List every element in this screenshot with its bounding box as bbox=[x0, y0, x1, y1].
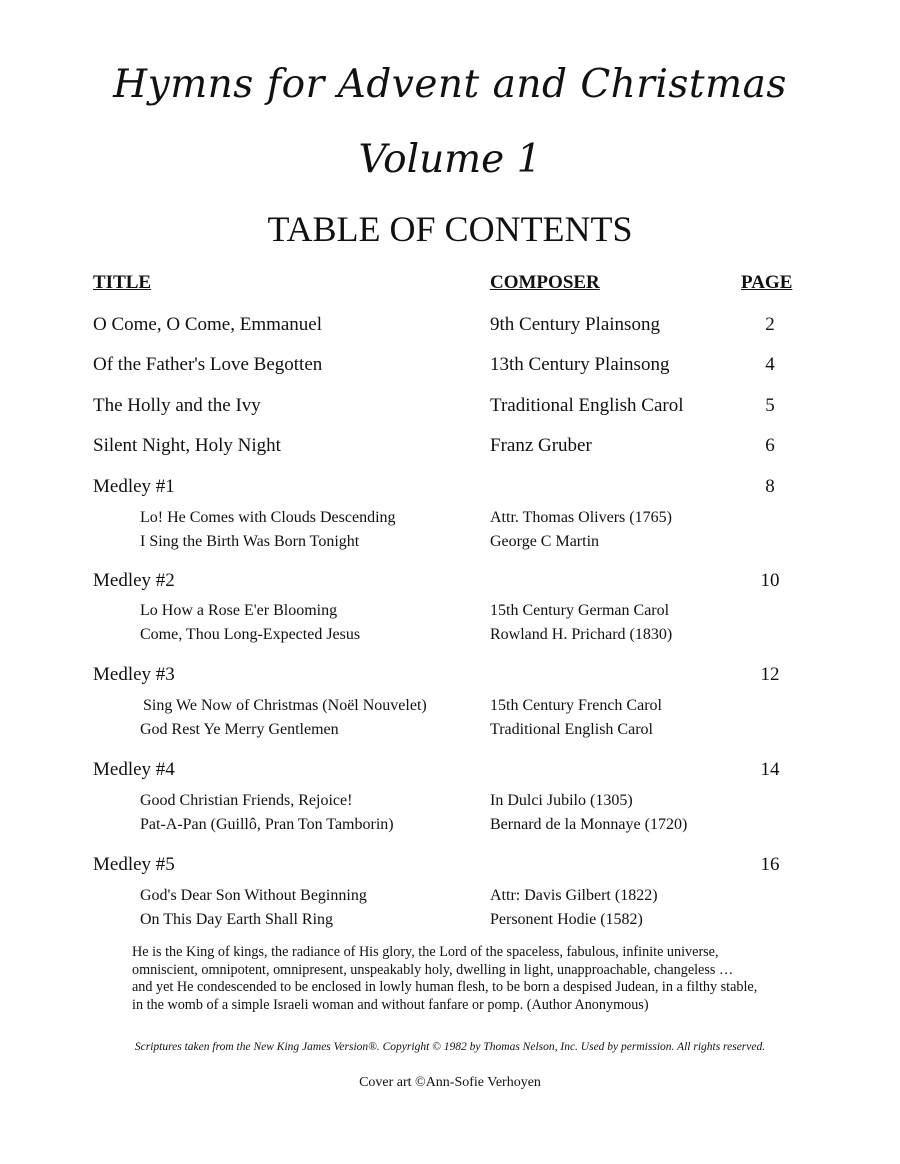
toc-heading: TABLE OF CONTENTS bbox=[267, 209, 633, 249]
entry-page: 6 bbox=[765, 435, 775, 456]
entry-composer: Traditional English Carol bbox=[490, 395, 684, 416]
medley-title: Medley #2 bbox=[93, 570, 175, 591]
entry-page: 5 bbox=[765, 395, 775, 416]
entry-title: The Holly and the Ivy bbox=[93, 395, 261, 416]
entry-title: Silent Night, Holy Night bbox=[93, 435, 281, 456]
quote-line: in the womb of a simple Israeli woman and without fanfare or pomp. (Author Anonymous) bbox=[132, 996, 649, 1013]
song-composer: Attr. Thomas Olivers (1765) bbox=[490, 509, 672, 526]
medley-title: Medley #3 bbox=[93, 664, 175, 685]
entry-composer: 9th Century Plainsong bbox=[490, 314, 660, 335]
song-title: Lo! He Comes with Clouds Descending bbox=[140, 509, 396, 526]
song-composer: Traditional English Carol bbox=[490, 721, 653, 738]
column-header-page: PAGE bbox=[741, 272, 793, 293]
book-title: Hymns for Advent and Christmas bbox=[113, 62, 787, 107]
medley-title: Medley #1 bbox=[93, 476, 175, 497]
song-title: Good Christian Friends, Rejoice! bbox=[140, 792, 353, 809]
quote-block bbox=[132, 944, 782, 1014]
song-title: I Sing the Birth Was Born Tonight bbox=[140, 533, 360, 550]
song-composer: Attr: Davis Gilbert (1822) bbox=[490, 887, 658, 904]
entry-title: Of the Father's Love Begotten bbox=[93, 354, 323, 375]
volume-title: Volume 1 bbox=[358, 137, 542, 182]
column-header-composer: COMPOSER bbox=[490, 272, 600, 293]
song-composer: 15th Century French Carol bbox=[490, 697, 662, 714]
entry-title: O Come, O Come, Emmanuel bbox=[93, 314, 323, 335]
medley-page: 12 bbox=[760, 664, 780, 685]
quote-line: He is the King of kings, the radiance of His glory, the Lord of the spaceless, fabulous, infinite universe, bbox=[132, 944, 719, 960]
song-title: Lo How a Rose E'er Blooming bbox=[140, 602, 338, 619]
medley-page: 8 bbox=[765, 476, 775, 497]
song-title: On This Day Earth Shall Ring bbox=[140, 911, 334, 928]
entry-composer: Franz Gruber bbox=[490, 435, 592, 456]
song-composer: Personent Hodie (1582) bbox=[490, 911, 643, 928]
song-composer: George C Martin bbox=[490, 533, 600, 550]
song-composer: 15th Century German Carol bbox=[490, 602, 670, 619]
medley-title: Medley #5 bbox=[93, 854, 175, 875]
quote-line: omniscient, omnipotent, omnipresent, unspeakably holy, dwelling in light, unapproachable, changeless … bbox=[132, 961, 734, 978]
quote-line: and yet He condescended to be enclosed in lowly human flesh, to be born a despised Judean, in a filthy stable, bbox=[132, 979, 758, 995]
entry-page: 2 bbox=[765, 314, 775, 335]
song-composer: Rowland H. Prichard (1830) bbox=[490, 626, 673, 643]
medley-page: 16 bbox=[760, 854, 780, 875]
medley-title: Medley #4 bbox=[93, 759, 175, 780]
song-title: God's Dear Son Without Beginning bbox=[140, 887, 367, 904]
medley-page: 14 bbox=[760, 759, 780, 780]
song-title: Come, Thou Long-Expected Jesus bbox=[140, 626, 361, 643]
song-title: Sing We Now of Christmas (Noël Nouvelet) bbox=[143, 697, 427, 714]
song-composer: In Dulci Jubilo (1305) bbox=[490, 792, 633, 809]
cover-art-credit: Cover art ©Ann-Sofie Verhoyen bbox=[359, 1075, 541, 1090]
medley-page: 10 bbox=[760, 570, 780, 591]
entry-page: 4 bbox=[765, 354, 775, 375]
column-header-title: TITLE bbox=[93, 272, 152, 293]
song-composer: Bernard de la Monnaye (1720) bbox=[490, 816, 688, 833]
song-title: Pat-A-Pan (Guillô, Pran Ton Tamborin) bbox=[140, 816, 394, 833]
entry-composer: 13th Century Plainsong bbox=[490, 354, 670, 375]
copyright-notice: Scriptures taken from the New King James Version®. Copyright © 1982 by Thomas Nelson, Inc. Used by permission. All rights reserved. bbox=[134, 1041, 766, 1053]
song-title: God Rest Ye Merry Gentlemen bbox=[140, 721, 339, 738]
